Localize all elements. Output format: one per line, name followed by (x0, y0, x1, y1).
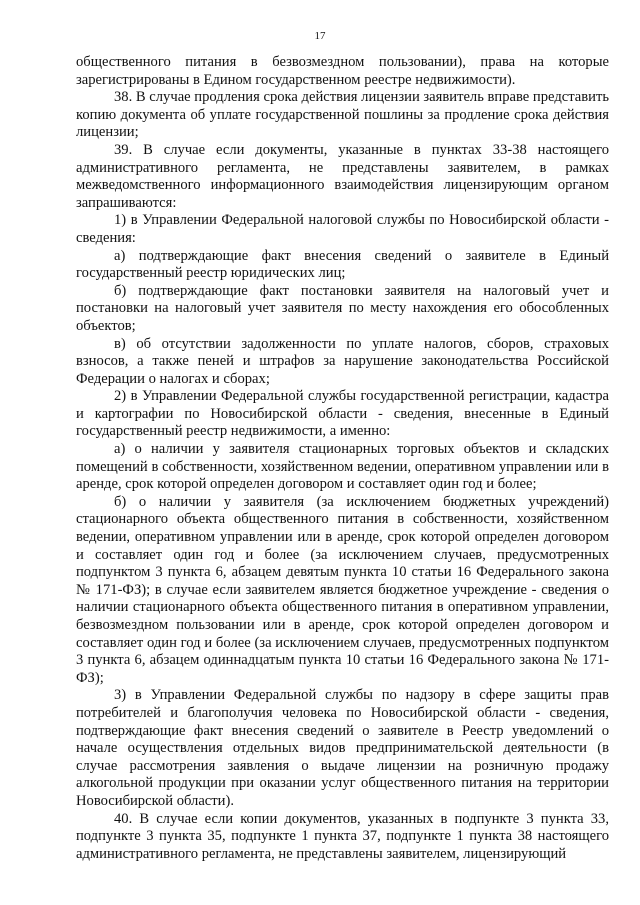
subparagraph-3: 3) в Управлении Федеральной службы по надзору в сфере защиты прав потребителей и благополучия человека по Новосибирской области - сведения, подтверждающие факт внесения сведений о заявителе в Реестр уведомлений о начале осуществления отдельных видов предпринимательской деятельности (в случае рассмотрения заявления о выдаче лицензии на розничную продажу алкогольной продукции при оказании услуг общественного питания на территории Новосибирской области). (76, 687, 609, 809)
paragraph-40: 40. В случае если копии документов, указанных в подпункте 3 пункта 33, подпункте 3 пункта 35, подпункте 1 пункта 37, подпункте 1 пункта 38 настоящего административного регламента, не представлены заявителем, лицензирующий (76, 810, 609, 862)
subparagraph-1v: в) об отсутствии задолженности по уплате налогов, сборов, страховых взносов, а также пеней и штрафов за нарушение законодательства Российской Федерации о налогах и сборах; (76, 335, 609, 387)
paragraph-continuation: общественного питания в безвозмездном пользовании), права на которые зарегистрированы в Едином государственном реестре недвижимости). (76, 54, 609, 88)
subparagraph-2a: а) о наличии у заявителя стационарных торговых объектов и складских помещений в собственности, хозяйственном ведении, оперативном управлении или в аренде, срок которой определен договором и составляет один год и более; (76, 441, 609, 493)
paragraph-39: 39. В случае если документы, указанные в пунктах 33-38 настоящего административного регламента, не представлены заявителем, в рамках межведомственного информационного взаимодействия лицензирующим органом запрашиваются: (76, 141, 609, 211)
subparagraph-2: 2) в Управлении Федеральной службы государственной регистрации, кадастра и картографии по Новосибирской области - сведения, внесенные в Единый государственный реестр недвижимости, а именно: (76, 388, 609, 440)
page-number: 17 (314, 30, 326, 42)
document-body (76, 54, 609, 863)
subparagraph-1b: б) подтверждающие факт постановки заявителя на налоговый учет и постановки на налоговый учет заявителя по месту нахождения его обособленных объектов; (76, 282, 609, 334)
subparagraph-2b: б) о наличии у заявителя (за исключением бюджетных учреждений) стационарного объекта общественного питания в собственности, хозяйственном ведении, оперативном управлении или в аренде, срок которой определен договором и составляет один год и более (за исключением случаев, предусмотренных подпунктом 3 пункта 6, абзацем девятым пункта 10 статьи 16 Федерального закона № 171-ФЗ); в случае если заявителем является бюджетное учреждение - сведения о наличии стационарного объекта общественного питания в оперативном управлении, безвозмездном пользовании или в аренде, срок которой определен договором и составляет один год и более (за исключением случаев, предусмотренных подпунктом 3 пункта 6, абзацем одиннадцатым пункта 10 статьи 16 Федерального закона № 171-ФЗ); (76, 493, 609, 686)
paragraph-38: 38. В случае продления срока действия лицензии заявитель вправе представить копию документа об уплате государственной пошлины за продление срока действия лицензии; (76, 89, 609, 141)
subparagraph-1: 1) в Управлении Федеральной налоговой службы по Новосибирской области - сведения: (76, 212, 609, 246)
subparagraph-1a: а) подтверждающие факт внесения сведений о заявителе в Единый государственный реестр юридических лиц; (76, 247, 609, 282)
